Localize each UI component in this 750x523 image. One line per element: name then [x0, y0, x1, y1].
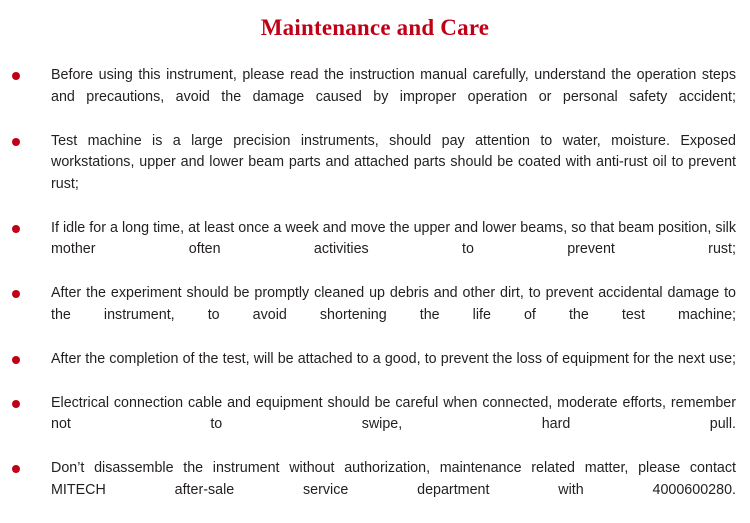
- list-item: [0, 65, 750, 130]
- bullet-dot-icon: [12, 465, 20, 473]
- list-item: [0, 283, 750, 348]
- list-item-text: If idle for a long time, at least once a week and move the upper and lower beams, so that beam position, silk mother often activities to prevent rust;: [51, 219, 736, 257]
- bullet-dot-icon: [12, 225, 20, 233]
- list-item: [0, 218, 750, 283]
- bullet-dot-icon: [12, 72, 20, 80]
- bullet-dot-icon: [12, 356, 20, 364]
- list-item: [0, 349, 750, 392]
- bullet-dot-icon: [12, 138, 20, 146]
- bullet-dot-icon: [12, 290, 20, 298]
- list-item-text: Test machine is a large precision instruments, should pay attention to water, moisture. Exposed workstations, upper and lower beam parts and attached parts should be coated with anti-rust oil to prevent rust;: [51, 132, 736, 192]
- list-item: [0, 393, 750, 458]
- list-item-text: Before using this instrument, please read the instruction manual carefully, understand the operation steps and precautions, avoid the damage caused by improper operation or personal safety accident;: [51, 67, 736, 105]
- maintenance-bullet-list: [0, 65, 750, 523]
- list-item-text: Don’t disassemble the instrument without authorization, maintenance related matter, please contact MITECH after-sale service department with 4000600280.: [51, 460, 736, 498]
- list-item: [0, 131, 750, 217]
- list-item-text: Electrical connection cable and equipment should be careful when connected, moderate efforts, remember not to swipe, hard pull.: [51, 394, 736, 432]
- bullet-dot-icon: [12, 400, 20, 408]
- page-title: Maintenance and Care: [260, 15, 490, 40]
- list-item-text: After the completion of the test, will be attached to a good, to prevent the loss of equipment for the next use;: [51, 350, 736, 367]
- list-item-text: After the experiment should be promptly cleaned up debris and other dirt, to prevent accidental damage to the instrument, to avoid shortening the life of the test machine;: [51, 285, 736, 323]
- list-item: [0, 458, 750, 523]
